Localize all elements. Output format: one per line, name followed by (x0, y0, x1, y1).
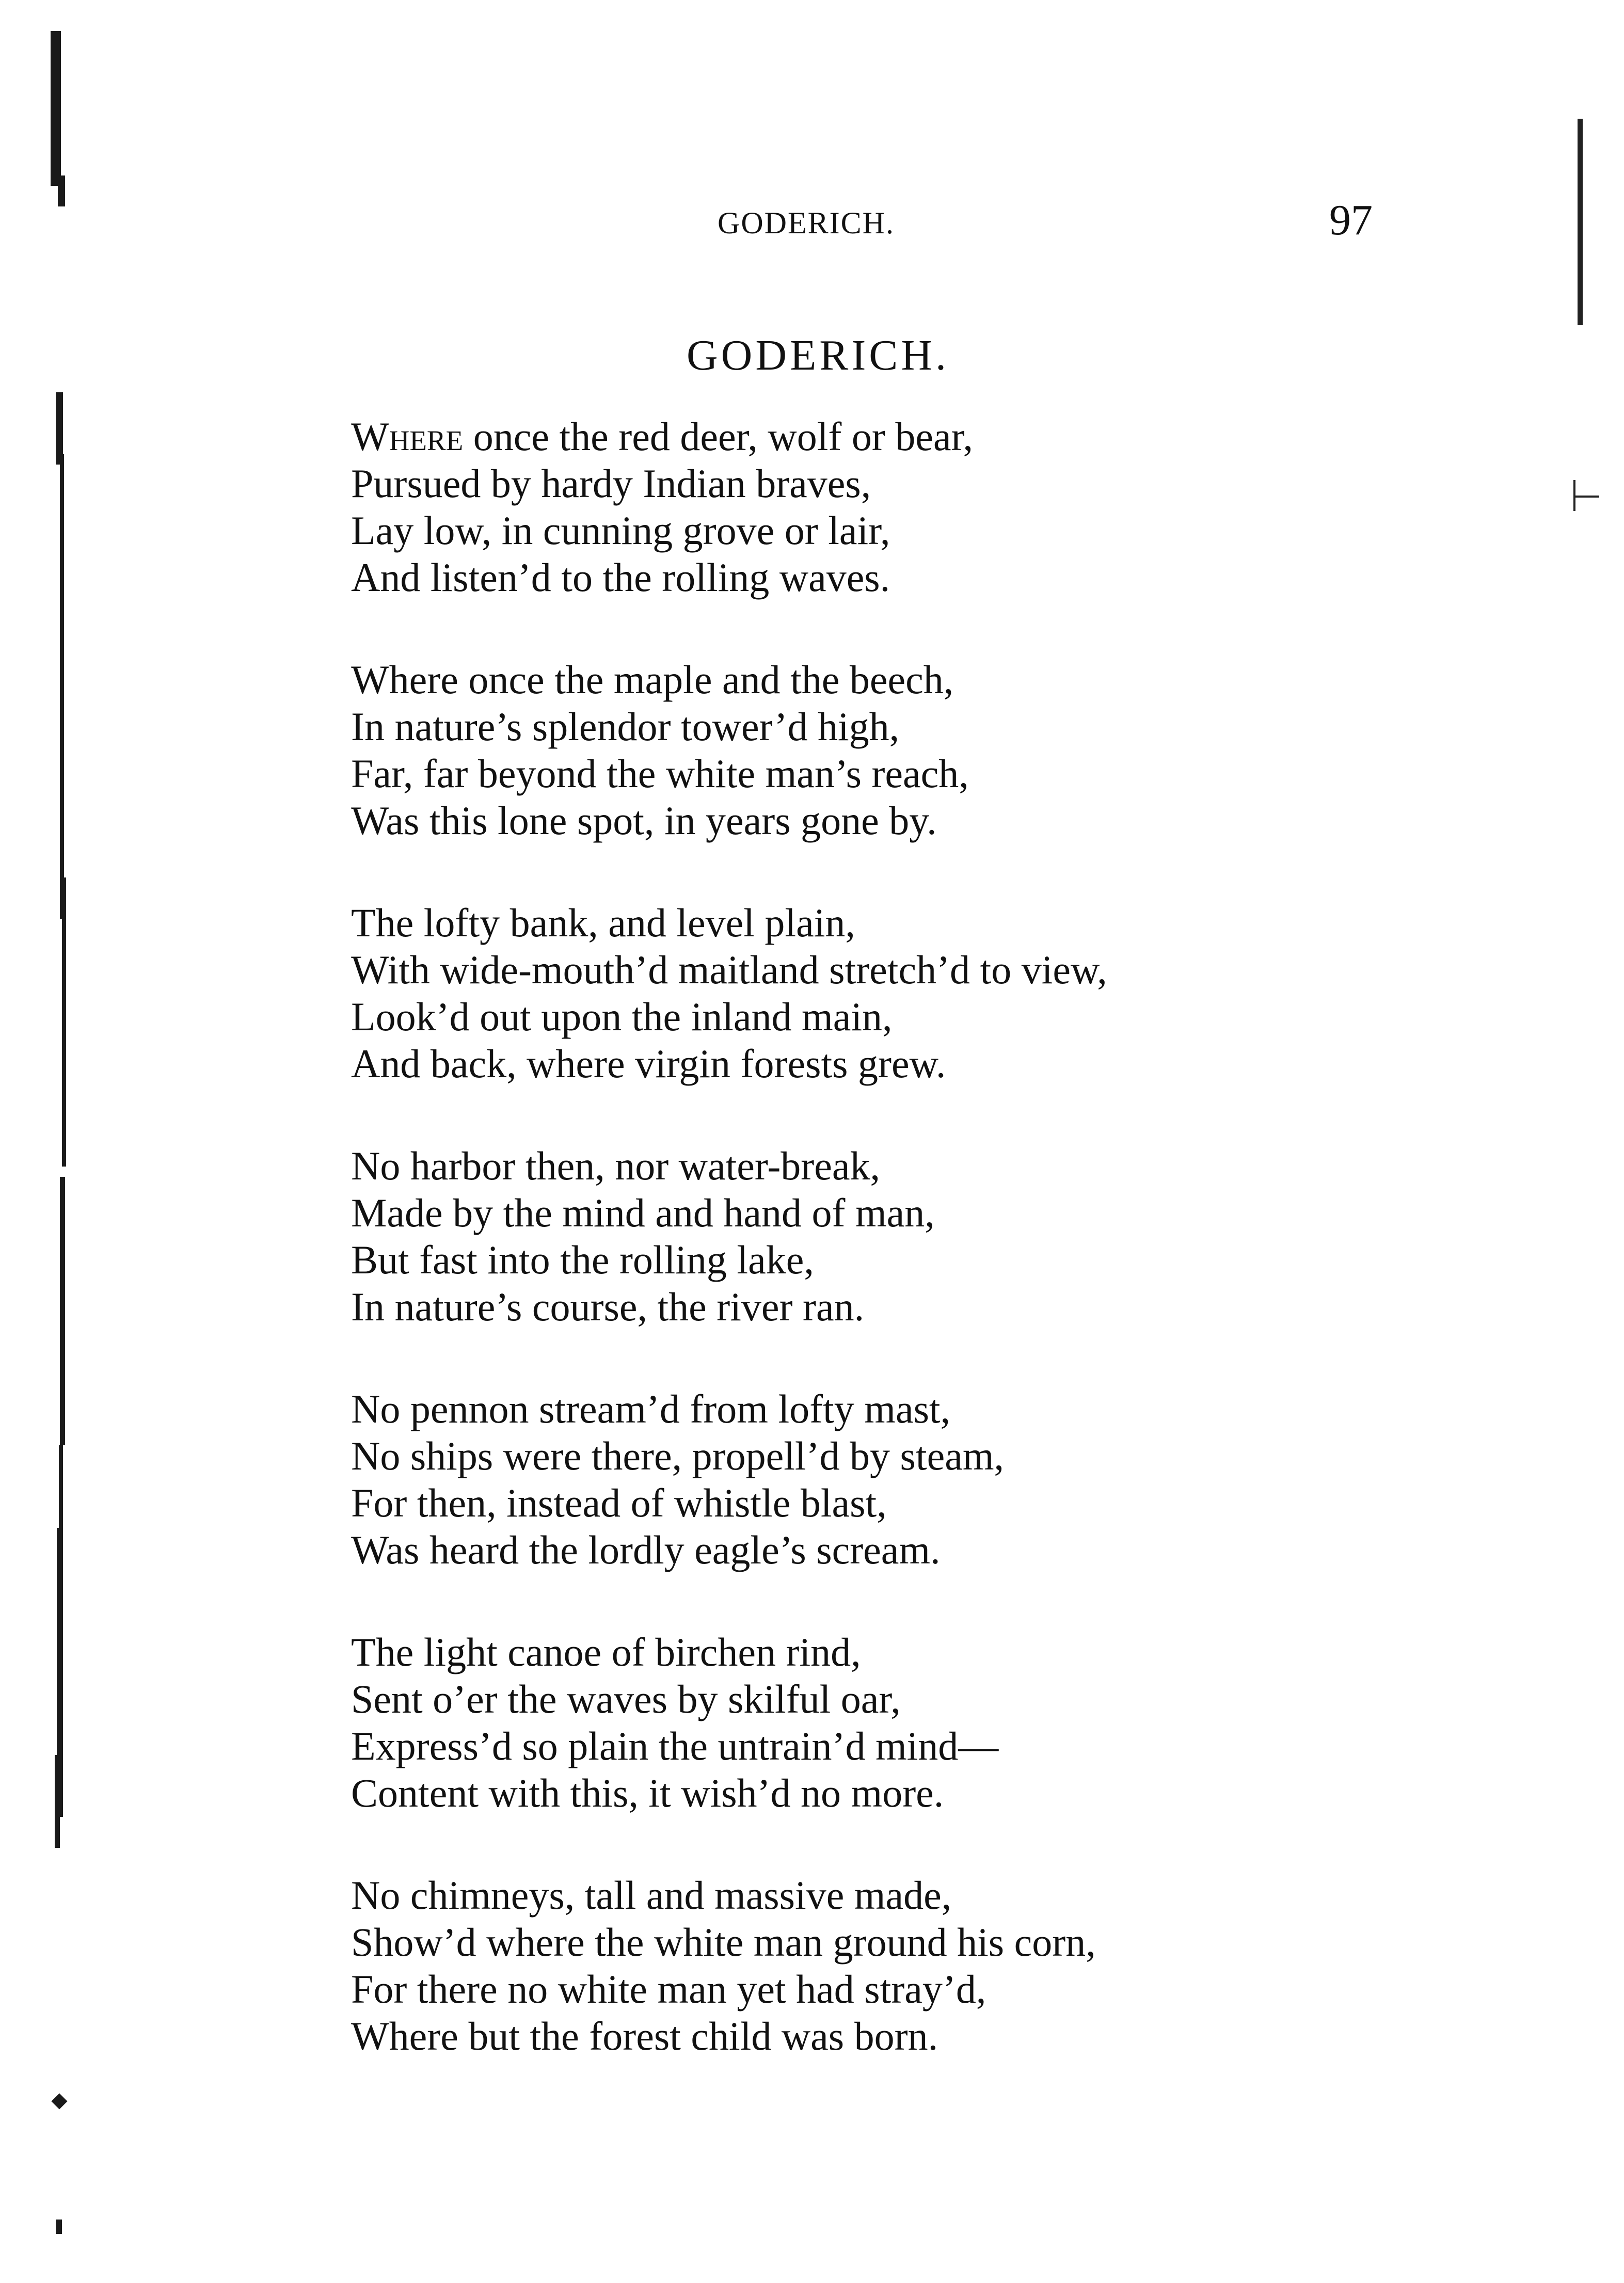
poem-line: Where but the forest child was born. (351, 2014, 938, 2058)
poem-line: No harbor then, nor water-break, (351, 1143, 881, 1188)
poem-line: No pennon stream’d from lofty mast, (351, 1386, 951, 1431)
poem-line: Content with this, it wish’d no more. (351, 1770, 944, 1815)
poem-line: For then, instead of whistle blast, (351, 1480, 887, 1525)
poem-body (351, 413, 1487, 2115)
poem-line: Express’d so plain the untrain’d mind— (351, 1723, 999, 1768)
poem-line: Lay low, in cunning grove or lair, (351, 508, 890, 553)
poem-line: The lofty bank, and level plain, (351, 900, 855, 945)
poem-line: Far, far beyond the white man’s reach, (351, 751, 969, 796)
initial-word: Where (351, 414, 464, 459)
poem-line: No ships were there, propell’d by steam, (351, 1433, 1004, 1478)
poem-line: Look’d out upon the inland main, (351, 994, 893, 1039)
scan-edge-artifact (1541, 103, 1624, 568)
line-text: once the red deer, wolf or bear, (463, 414, 973, 459)
poem-line: In nature’s splendor tower’d high, (351, 704, 900, 749)
poem-line: The light canoe of birchen rind, (351, 1630, 861, 1674)
stanza (351, 899, 1487, 1087)
poem-line: No chimneys, tall and massive made, (351, 1873, 952, 1918)
poem-line: Was this lone spot, in years gone by. (351, 798, 937, 843)
poem-line: But fast into the rolling lake, (351, 1237, 814, 1282)
poem-line: For there no white man yet had stray’d, (351, 1967, 986, 2011)
poem-line: And listen’d to the rolling waves. (351, 555, 890, 600)
stanza (351, 413, 1487, 601)
poem-line: Was heard the lordly eagle’s scream. (351, 1527, 941, 1572)
stanza (351, 1629, 1487, 1816)
poem-line (351, 413, 1487, 460)
poem-line: Pursued by hardy Indian braves, (351, 461, 871, 506)
poem-line: In nature’s course, the river ran. (351, 1284, 865, 1329)
poem-line: Sent o’er the waves by skilful oar, (351, 1677, 901, 1721)
poem-line: Where once the maple and the beech, (351, 657, 954, 702)
stanza (351, 1142, 1487, 1330)
stanza (351, 1872, 1487, 2060)
stanza (351, 1385, 1487, 1573)
poem-line: Show’d where the white man ground his corn, (351, 1920, 1096, 1965)
poem-title: GODERICH. (687, 331, 949, 379)
stanza (351, 656, 1487, 844)
poem-line: And back, where virgin forests grew. (351, 1041, 946, 1086)
poem-line: With wide-mouth’d maitland stretch’d to view, (351, 947, 1107, 992)
poem-line: Made by the mind and hand of man, (351, 1190, 935, 1235)
page-number: 97 (1329, 196, 1373, 244)
running-head: GODERICH. (718, 206, 895, 240)
scan-gutter-artifact (0, 0, 103, 2283)
